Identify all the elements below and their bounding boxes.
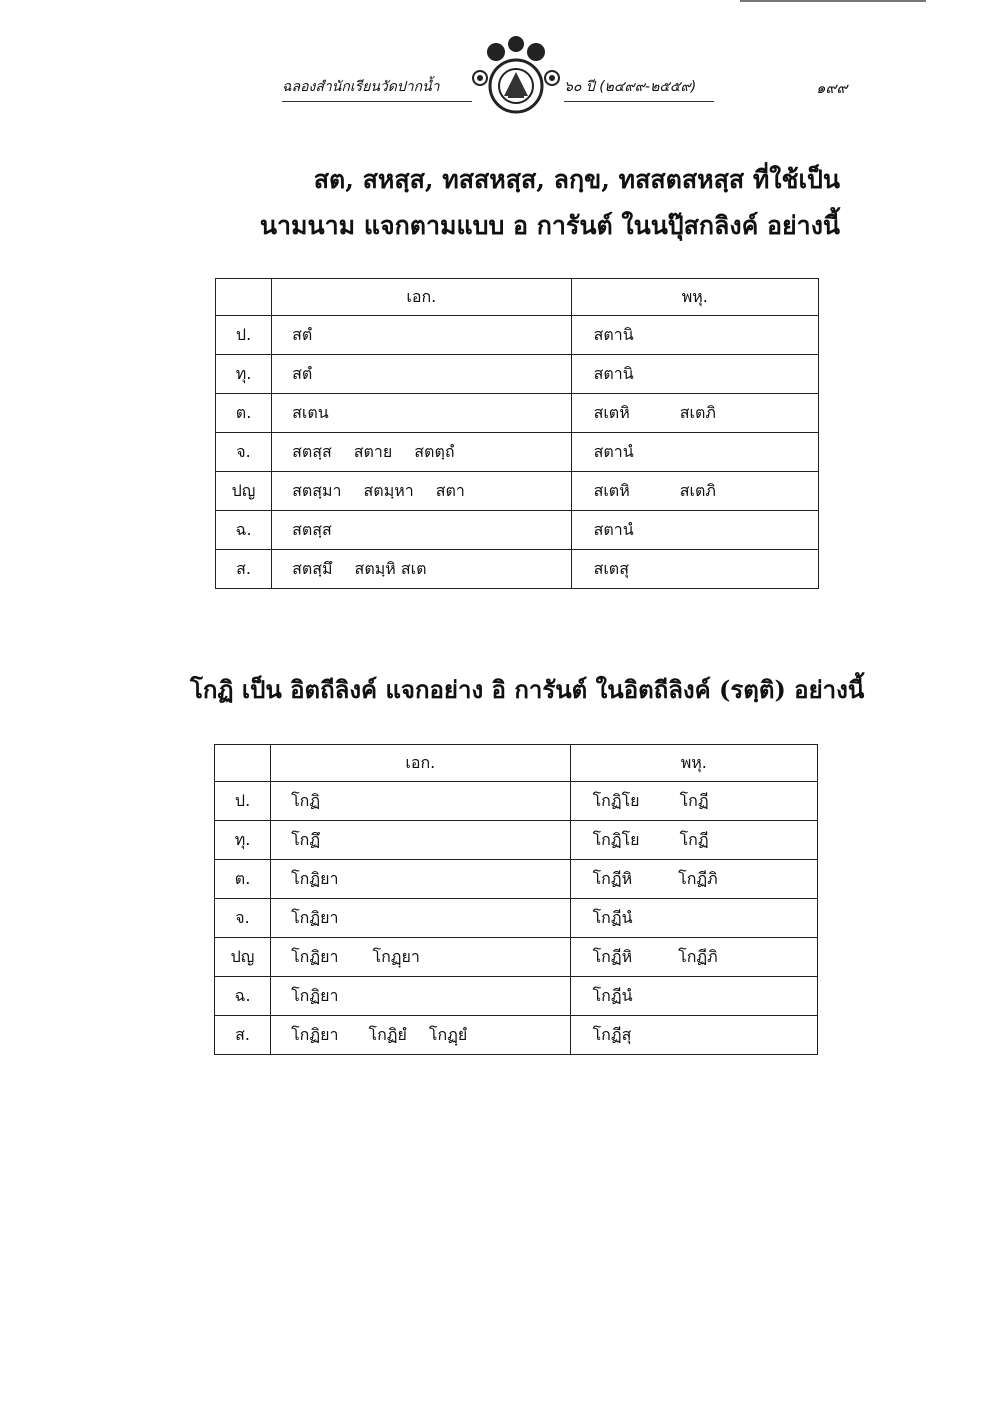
table-row (215, 938, 818, 977)
singular-cell (272, 433, 571, 472)
singular-cell (272, 511, 571, 550)
case-label: ฉ. (216, 511, 272, 550)
word-form: โกฏีภิ (678, 946, 718, 966)
word-form: สตาย (353, 441, 393, 461)
word-form: สตมฺหิ สเต (354, 558, 427, 578)
word-form: โกฏิยา (291, 985, 339, 1005)
plural-cell (571, 394, 818, 433)
case-label: ปญ (216, 472, 272, 511)
word-form: สตานิ (593, 363, 634, 383)
word-form: โกฏิ (291, 790, 321, 810)
singular-cell (271, 977, 570, 1016)
word-form: สเตน (292, 402, 329, 422)
singular-cell (271, 1016, 570, 1055)
table-row (216, 394, 819, 433)
case-label: ส. (216, 550, 272, 589)
singular-cell (272, 355, 571, 394)
table-row (215, 782, 818, 821)
plural-cell (571, 355, 818, 394)
table-corner-cell (216, 279, 272, 316)
word-form: สเตหิ (593, 402, 630, 422)
singular-cell (272, 550, 571, 589)
singular-cell (271, 860, 570, 899)
word-form: โกฏึ (291, 829, 321, 849)
plural-cell (570, 977, 817, 1016)
table-row (215, 977, 818, 1016)
word-form: โกฏฺยา (372, 946, 420, 966)
singular-column-header: เอก. (271, 745, 570, 782)
table-row (215, 821, 818, 860)
word-form: สเตภิ (679, 480, 716, 500)
word-form: สตมฺหา (363, 480, 414, 500)
table-row (215, 1016, 818, 1055)
word-form: โกฏิยา (291, 868, 339, 888)
word-form: โกฏีนํ (592, 985, 633, 1005)
plural-cell (571, 433, 818, 472)
word-form: โกฏิยา (291, 1024, 339, 1044)
word-form: สตสฺส (292, 519, 332, 539)
word-form: สตานิ (593, 324, 634, 344)
top-rule (740, 0, 926, 2)
singular-cell (271, 938, 570, 977)
temple-seal-logo (470, 34, 562, 126)
plural-cell (570, 860, 817, 899)
word-form: โกฏีภิ (678, 868, 718, 888)
table-row (216, 433, 819, 472)
singular-cell (271, 782, 570, 821)
singular-column-header: เอก. (272, 279, 571, 316)
singular-cell (271, 821, 570, 860)
word-form: โกฏิโย (592, 790, 640, 810)
word-form: สเตภิ (679, 402, 716, 422)
word-form: โกฏิยา (291, 907, 339, 927)
word-form: สตา (435, 480, 465, 500)
case-label: ต. (216, 394, 272, 433)
word-form: สตานํ (593, 441, 634, 461)
section1-heading-line2: นามนาม แจกตามแบบ อ การันต์ ในนปุ๊สกลิงค์ อย่างนี้ (259, 211, 840, 240)
word-form: โกฏิยา (291, 946, 339, 966)
singular-cell (272, 394, 571, 433)
word-form: สเตหิ (593, 480, 630, 500)
table-header-row (215, 745, 818, 782)
plural-cell (570, 899, 817, 938)
table-row (216, 511, 819, 550)
declension-table-sata (215, 278, 819, 589)
case-label: ทุ. (216, 355, 272, 394)
case-label: ทุ. (215, 821, 271, 860)
page-header (282, 74, 872, 114)
case-label: ป. (215, 782, 271, 821)
word-form: โกฏีนํ (592, 907, 633, 927)
word-form: โกฏิโย (592, 829, 640, 849)
case-label: ส. (215, 1016, 271, 1055)
header-anniversary-text: ๖๐ ปี (๒๔๙๙-๒๕๕๙) (564, 76, 714, 102)
table-row (216, 316, 819, 355)
plural-cell (570, 821, 817, 860)
word-form: โกฏีสุ (592, 1024, 632, 1044)
word-form: สเตสุ (593, 558, 629, 578)
section1-heading-line1: สต, สหสฺส, ทสสหสฺส, ลกฺข, ทสสตสหสฺส ที่ใช้เป็น (313, 165, 840, 194)
word-form: โกฏี (679, 790, 709, 810)
table-row (216, 550, 819, 589)
section2-heading: โกฏิ เป็น อิตถีลิงค์ แจกอย่าง อิ การันต์ ในอิตถีลิงค์ (รตฺติ) อย่างนี้ (190, 675, 865, 704)
word-form: โกฏีหิ (592, 946, 633, 966)
case-label: ป. (216, 316, 272, 355)
word-form: สตํ (292, 324, 313, 344)
table-row (215, 899, 818, 938)
case-label: ปญ (215, 938, 271, 977)
plural-cell (571, 511, 818, 550)
singular-cell (272, 472, 571, 511)
word-form: สตสฺส (292, 441, 332, 461)
word-form: โกฏิยํ (368, 1024, 407, 1044)
case-label: จ. (215, 899, 271, 938)
plural-column-header: พหุ. (571, 279, 818, 316)
plural-cell (570, 1016, 817, 1055)
word-form: โกฏี (679, 829, 709, 849)
case-label: ต. (215, 860, 271, 899)
singular-cell (272, 316, 571, 355)
word-form: โกฏฺยํ (428, 1024, 468, 1044)
table-header-row (216, 279, 819, 316)
case-label: จ. (216, 433, 272, 472)
case-label: ฉ. (215, 977, 271, 1016)
plural-cell (571, 472, 818, 511)
table-row (216, 355, 819, 394)
word-form: สตสฺมา (292, 480, 342, 500)
declension-table-koti (214, 744, 818, 1055)
word-form: โกฏีหิ (592, 868, 633, 888)
page-number: ๑๙๙ (816, 79, 848, 97)
plural-cell (571, 550, 818, 589)
word-form: สตานํ (593, 519, 634, 539)
plural-column-header: พหุ. (570, 745, 817, 782)
singular-cell (271, 899, 570, 938)
word-form: สตตฺถํ (414, 441, 455, 461)
table-row (216, 472, 819, 511)
plural-cell (571, 316, 818, 355)
table-corner-cell (215, 745, 271, 782)
plural-cell (570, 938, 817, 977)
table-row (215, 860, 818, 899)
word-form: สตํ (292, 363, 313, 383)
header-left-text: ฉลองสำนักเรียนวัดปากน้ำ (282, 76, 472, 102)
word-form: สตสฺมึ (292, 558, 333, 578)
plural-cell (570, 782, 817, 821)
